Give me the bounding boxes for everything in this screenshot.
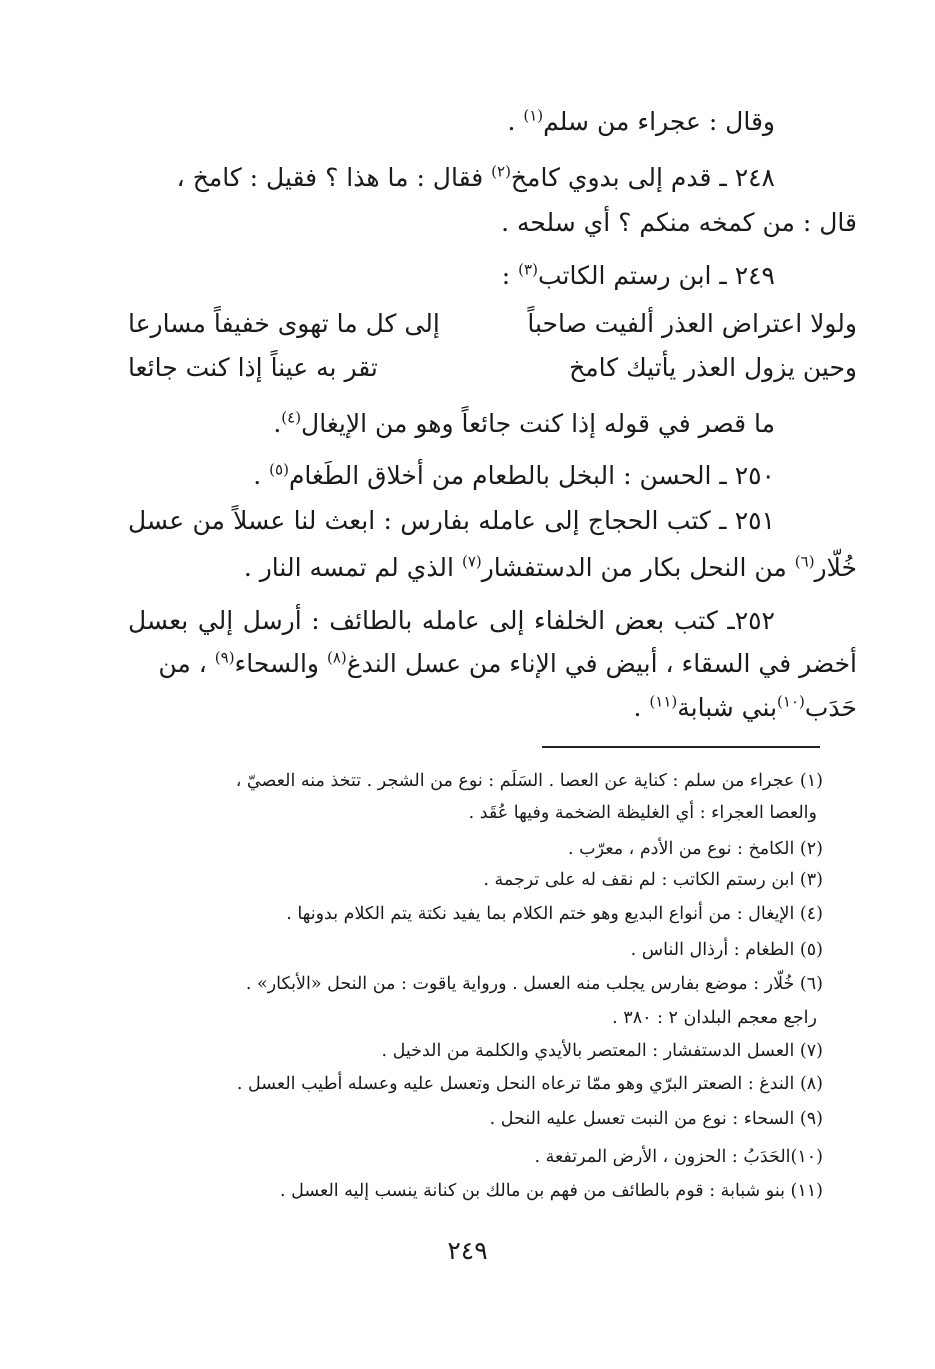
entry-251-line-2: [244, 552, 857, 585]
entry-248-line-2: [501, 207, 857, 240]
text-run: ، من: [158, 649, 215, 678]
text-run: ٢٤٨ ـ قدم إلى بدوي كامخ: [510, 163, 775, 192]
text-run: ٢٤٩ ـ ابن رستم الكاتب: [537, 261, 775, 290]
entry-252-line-2: [158, 648, 857, 681]
verse-hemistich-first: ولولا اعتراض العذر ألفيت صاحباً: [527, 309, 857, 338]
footnote-ref[interactable]: (٧): [461, 552, 482, 571]
footnote-separator: [542, 746, 820, 748]
text-run: حَدَب: [804, 693, 857, 722]
verse-hemistich-second: تقر به عيناً إذا كنت جائعا: [128, 353, 378, 382]
footnote-text: (٩) السحاء : نوع من النبت تعسل عليه النحل .: [489, 1109, 823, 1129]
footnote-text: (٦) خُلّار : موضع بفارس يجلب منه العسل . ورواية ياقوت : من النحل «الأبكار» .: [245, 974, 823, 994]
footnote-3: [483, 869, 823, 892]
footnote-6: [246, 973, 823, 996]
text-run: وقال : عجراء من سلم: [543, 107, 775, 136]
footnote-ref[interactable]: (٥): [269, 460, 289, 479]
text-run: والسحاء: [234, 649, 327, 678]
footnote-text: (١١) بنو شبابة : قوم بالطائف من فهم بن مالك بن كنانة ينسب إليه العسل .: [280, 1181, 823, 1201]
footnote-ref[interactable]: (١): [523, 106, 544, 125]
entry-252-line-1: [128, 605, 775, 638]
footnote-8: [237, 1073, 823, 1096]
footnote-10: [534, 1146, 823, 1169]
footnote-text: (٨) الندغ : الصعتر البرّي وهو ممّا ترعاه النحل وتعسل عليه وعسله أطيب العسل .: [236, 1074, 823, 1094]
footnote-ref[interactable]: (٣): [518, 260, 538, 279]
footnote-ref[interactable]: (٤): [281, 408, 302, 427]
footnote-text: (١) عجراء من سلم : كناية عن العصا . السَلَم : نوع من الشجر . تتخذ منه العصيّ ،: [235, 771, 823, 791]
text-run: خُلّار: [814, 553, 857, 582]
text-run: :: [501, 261, 519, 290]
verse-hemistich-second: إلى كل ما تهوى خفيفاً مسارعا: [128, 309, 440, 338]
text-run: .: [273, 409, 282, 438]
footnote-ref[interactable]: (٩): [214, 648, 235, 667]
footnote-ref[interactable]: (٦): [794, 552, 815, 571]
footnote-5: [631, 939, 823, 962]
footnote-text: (٧) العسل الدستفشار : المعتصر بالأيدي والكلمة من الدخيل .: [381, 1041, 823, 1061]
text-run: .: [633, 693, 650, 722]
footnote-text: (١٠)الحَدَبُ : الحزون ، الأرض المرتفعة .: [534, 1147, 823, 1167]
footnote-1-cont: [469, 802, 817, 825]
footnote-text: (٥) الطغام : أرذال الناس .: [630, 940, 823, 960]
footnote-7: [382, 1040, 824, 1063]
text-run: .: [507, 107, 524, 136]
entry-251-line-1: [128, 505, 775, 538]
footnote-ref[interactable]: (١١): [649, 692, 678, 711]
verse-line-2: [128, 352, 857, 385]
entry-250: [253, 460, 775, 493]
verse-hemistich-first: وحين يزول العذر يأتيك كامخ: [569, 353, 857, 382]
footnote-11: [280, 1180, 823, 1203]
text-run: أخضر في السقاء ، أبيض في الإناء من عسل الندغ: [346, 649, 857, 678]
footnote-4: [286, 903, 823, 926]
text-run: بني شبابة: [677, 693, 778, 722]
text-run: .: [253, 461, 270, 490]
page-number: ٢٤٩: [447, 1236, 488, 1265]
entry-252-line-3: [634, 692, 857, 725]
text-run: فقال : ما هذا ؟ فقيل : كامخ ،: [176, 163, 492, 192]
footnote-1: [236, 770, 823, 793]
footnote-ref[interactable]: (١٠): [777, 692, 805, 711]
text-line: [507, 106, 775, 139]
text-run: ٢٥٠ ـ الحسن : البخل بالطعام من أخلاق الطَغام: [288, 461, 775, 490]
footnote-text: والعصا العجراء : أي الغليظة الضخمة وفيها عُقَد .: [468, 803, 817, 823]
commentary-line: [273, 408, 775, 441]
text-run: قال : من كمخه منكم ؟ أي سلحه .: [501, 208, 857, 237]
text-run: ٢٥٢ـ كتب بعض الخلفاء إلى عامله بالطائف : أرسل إلي بعسل: [128, 606, 775, 635]
footnote-ref[interactable]: (٨): [326, 648, 347, 667]
verse-line-1: [128, 308, 857, 341]
footnote-text: (٢) الكامخ : نوع من الأدم ، معرّب .: [568, 839, 823, 859]
footnote-text: (٣) ابن رستم الكاتب : لم نقف له على ترجمة .: [483, 870, 823, 890]
text-run: من النحل بكار من الدستفشار: [481, 553, 795, 582]
footnote-2: [568, 838, 823, 861]
text-run: ما قصر في قوله إذا كنت جائعاً وهو من الإيغال: [301, 409, 775, 438]
footnote-text: راجع معجم البلدان ٢ : ٣٨٠ .: [612, 1008, 817, 1028]
text-run: الذي لم تمسه النار .: [243, 553, 462, 582]
text-run: ٢٥١ ـ كتب الحجاج إلى عامله بفارس : ابعث لنا عسلاً من عسل: [128, 506, 775, 535]
entry-248-line-1: [177, 162, 775, 195]
footnote-6-cont: [612, 1007, 817, 1030]
footnote-ref[interactable]: (٢): [491, 162, 511, 181]
footnote-text: (٤) الإيغال : من أنواع البديع وهو ختم الكلام بما يفيد نكتة يتم الكلام بدونها .: [286, 904, 823, 924]
entry-249-line-1: [502, 260, 775, 293]
footnote-9: [490, 1108, 823, 1131]
